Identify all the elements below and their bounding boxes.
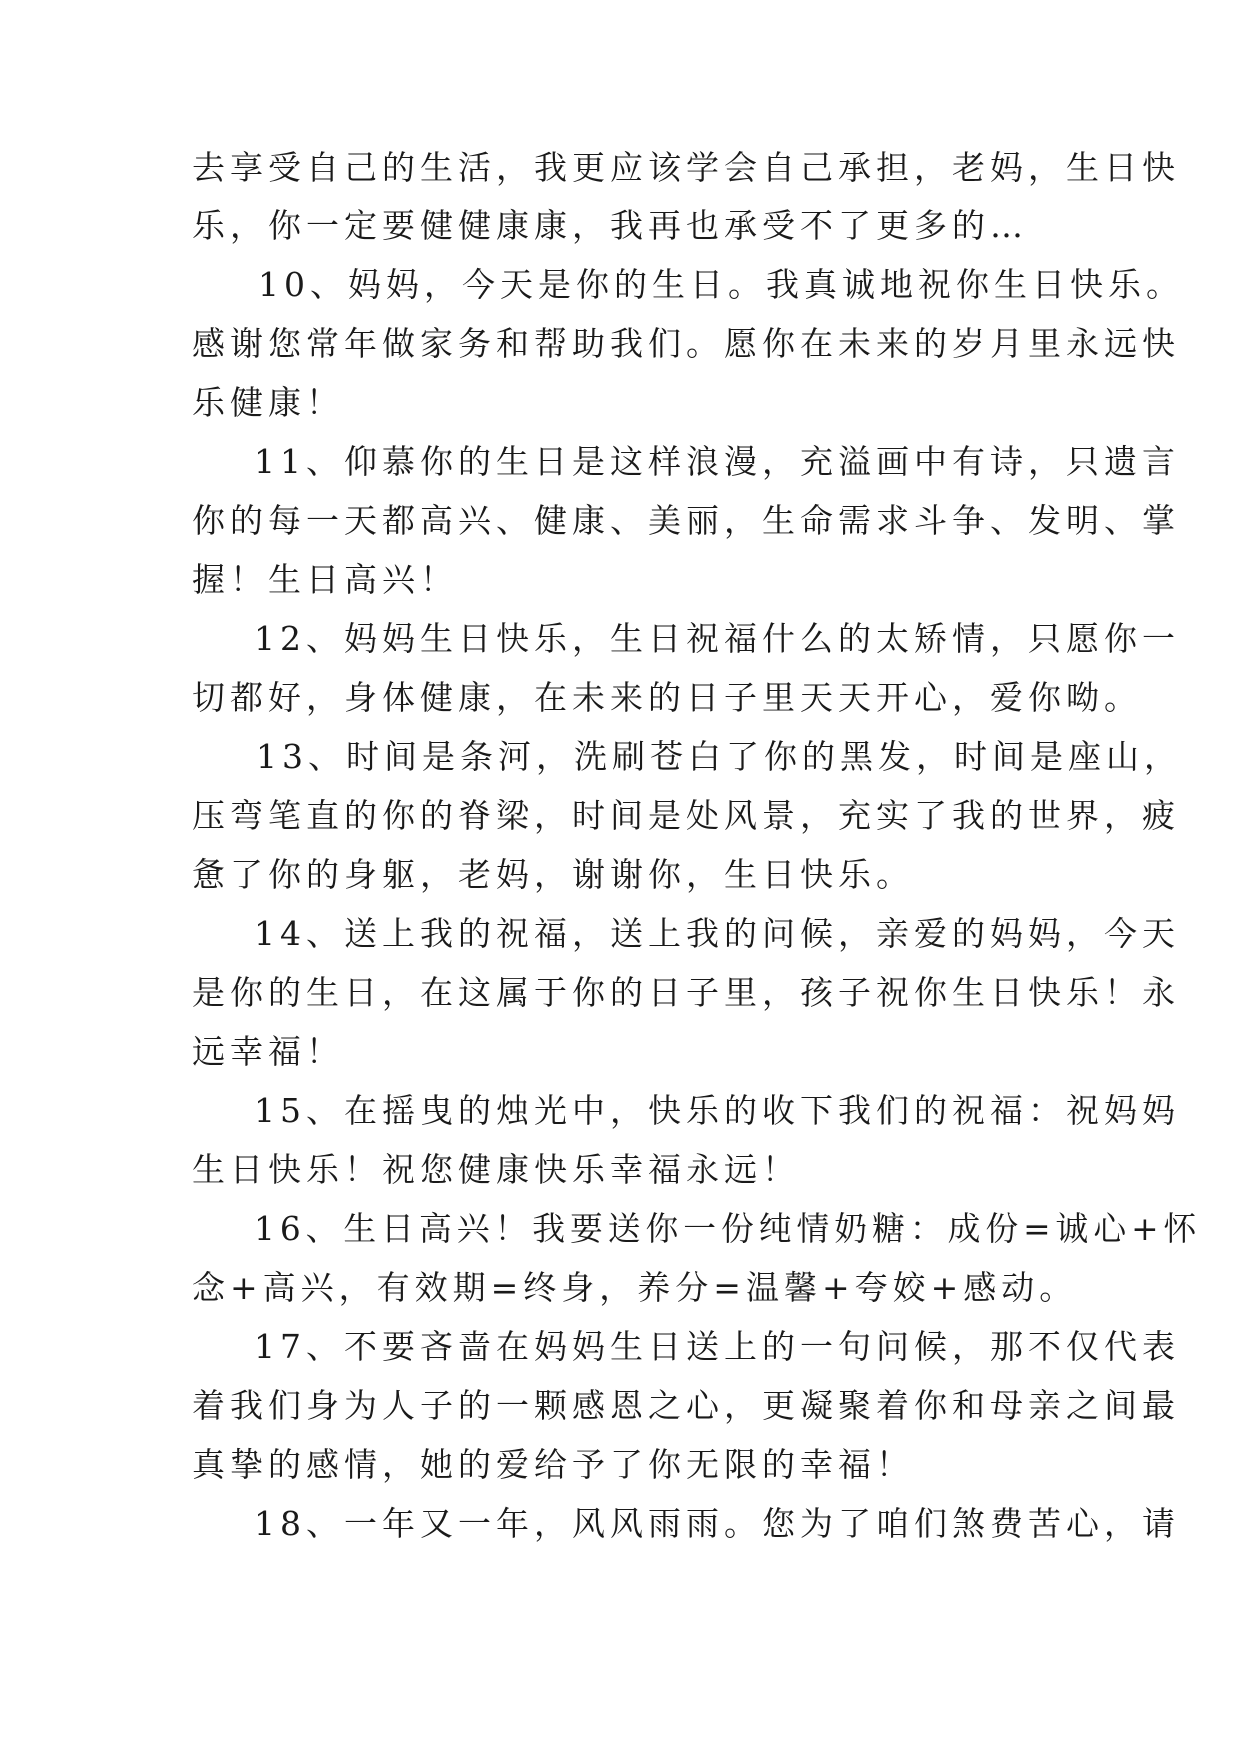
text-line: 是你的生日，在这属于你的日子里，孩子祝你生日快乐！永 bbox=[192, 973, 1180, 1012]
text-line: 念+高兴，有效期=终身，养分=温馨+夸姣+感动。 bbox=[192, 1268, 1078, 1307]
text-line: 惫了你的身躯，老妈，谢谢你，生日快乐。 bbox=[192, 855, 914, 894]
text-line: 10、妈妈，今天是你的生日。我真诚地祝你生日快乐。 bbox=[258, 265, 1184, 304]
text-line: 切都好，身体健康，在未来的日子里天天开心，爱你呦。 bbox=[192, 678, 1142, 717]
text-line: 18、一年又一年，风风雨雨。您为了咱们煞费苦心，请 bbox=[254, 1504, 1180, 1543]
text-line: 感谢您常年做家务和帮助我们。愿你在未来的岁月里永远快 bbox=[192, 324, 1180, 363]
text-line: 去享受自己的生活，我更应该学会自己承担，老妈，生日快 bbox=[192, 148, 1180, 187]
text-line: 乐，你一定要健健康康，我再也承受不了更多的… bbox=[192, 206, 1028, 245]
text-line: 生日快乐！祝您健康快乐幸福永远！ bbox=[192, 1150, 800, 1189]
text-line: 乐健康！ bbox=[192, 383, 344, 422]
text-line: 12、妈妈生日快乐，生日祝福什么的太矫情，只愿你一 bbox=[254, 619, 1180, 658]
text-line: 13、时间是条河，洗刷苍白了你的黑发，时间是座山， bbox=[256, 737, 1182, 776]
text-line: 14、送上我的祝福，送上我的问候，亲爱的妈妈，今天 bbox=[254, 914, 1180, 953]
text-line: 真挚的感情，她的爱给予了你无限的幸福！ bbox=[192, 1445, 914, 1484]
text-line: 16、生日高兴！我要送你一份纯情奶糖：成份=诚心+怀 bbox=[254, 1209, 1202, 1248]
text-line: 压弯笔直的你的脊梁，时间是处风景，充实了我的世界，疲 bbox=[192, 796, 1180, 835]
text-line: 远幸福！ bbox=[192, 1032, 344, 1071]
text-line: 11、仰慕你的生日是这样浪漫，充溢画中有诗，只遗言 bbox=[254, 442, 1180, 481]
text-line: 15、在摇曳的烛光中，快乐的收下我们的祝福：祝妈妈 bbox=[254, 1091, 1180, 1130]
text-line: 着我们身为人子的一颗感恩之心，更凝聚着你和母亲之间最 bbox=[192, 1386, 1180, 1425]
text-line: 握！生日高兴！ bbox=[192, 560, 458, 599]
text-line: 17、不要吝啬在妈妈生日送上的一句问候，那不仅代表 bbox=[254, 1327, 1180, 1366]
text-line: 你的每一天都高兴、健康、美丽，生命需求斗争、发明、掌 bbox=[192, 501, 1180, 540]
